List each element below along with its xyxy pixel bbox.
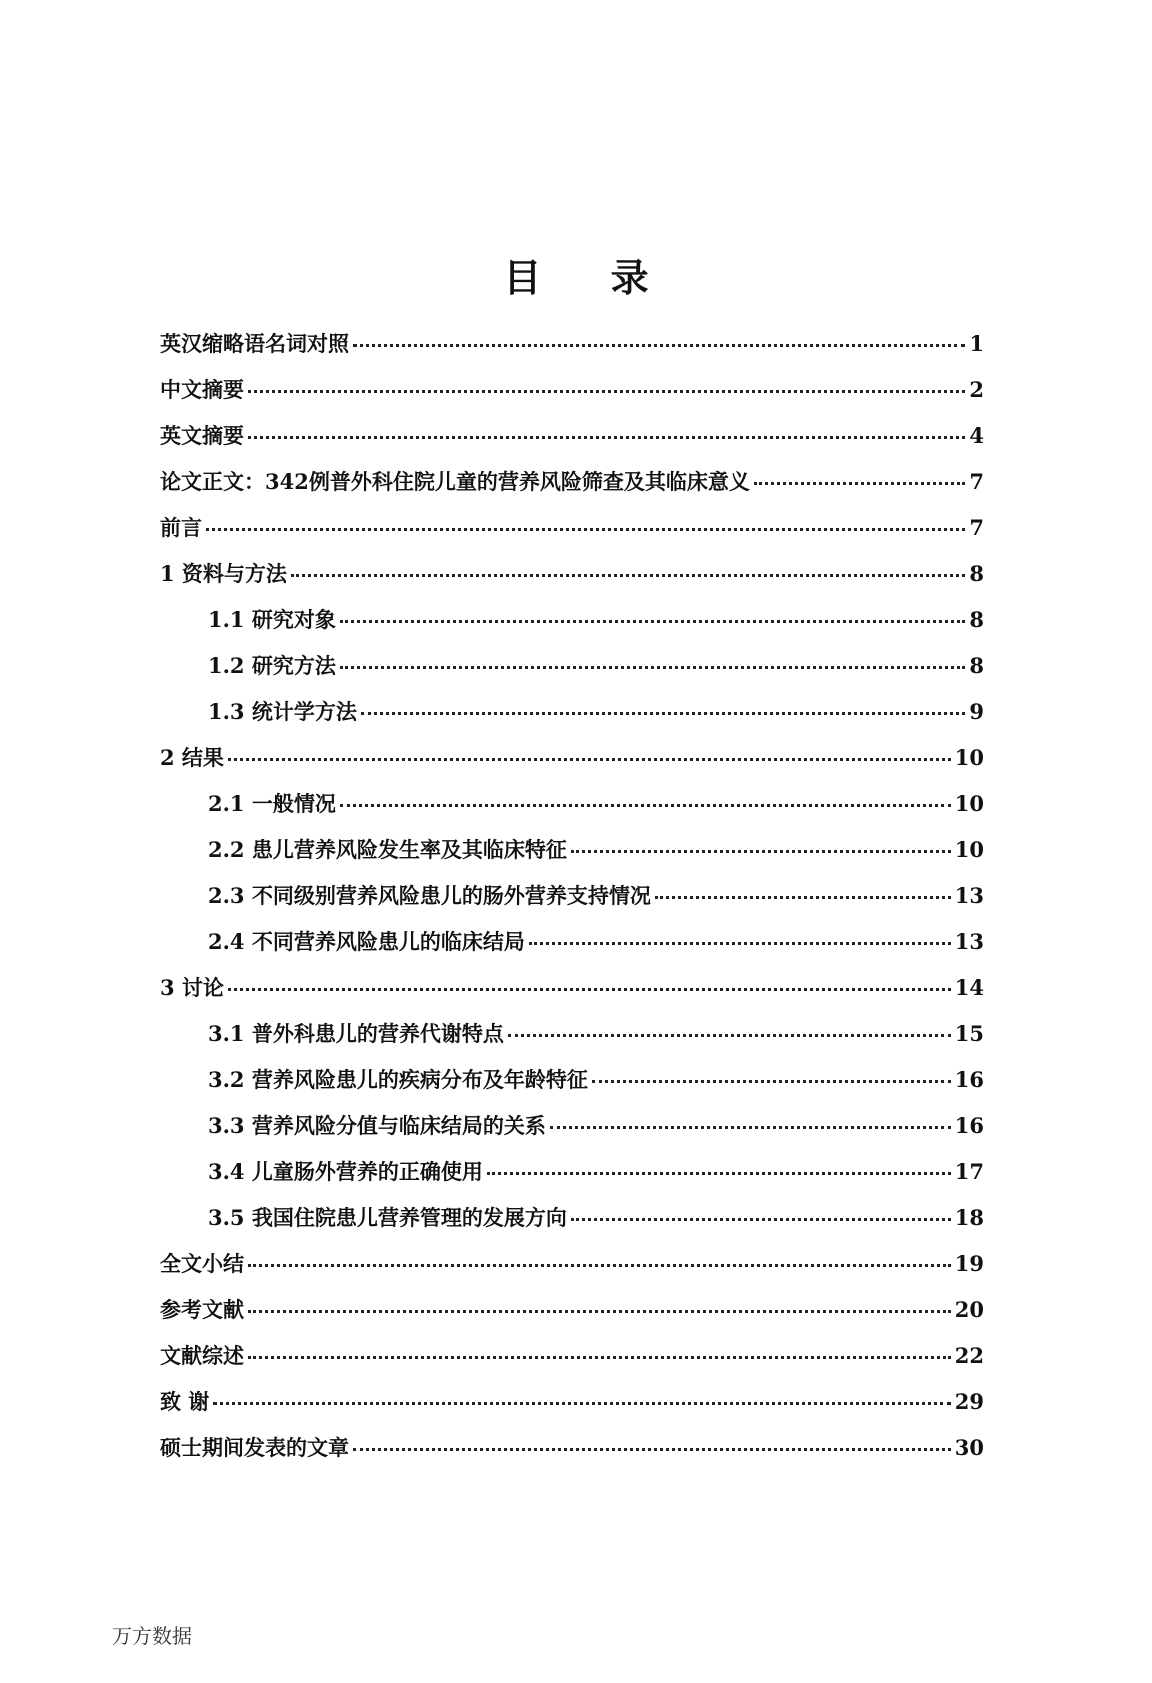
toc-leader-dots — [340, 666, 966, 669]
toc-leader-dots — [206, 528, 965, 531]
toc-entry-label: 2.3 不同级别营养风险患儿的肠外营养支持情况 — [208, 883, 651, 908]
toc-leader-dots — [353, 344, 965, 347]
toc-entry[interactable] — [160, 1202, 984, 1248]
toc-leader-dots — [248, 436, 965, 439]
toc-page-number: 9 — [969, 699, 984, 724]
toc-entry[interactable] — [160, 650, 984, 696]
toc-entry-label: 3.2 营养风险患儿的疾病分布及年龄特征 — [208, 1067, 588, 1092]
toc-page-number: 15 — [954, 1021, 984, 1046]
toc-entry[interactable] — [160, 926, 984, 972]
toc-leader-dots — [529, 942, 951, 945]
toc-entry[interactable] — [160, 788, 984, 834]
toc-page-number: 10 — [954, 791, 984, 816]
toc-entry-label: 全文小结 — [160, 1251, 244, 1276]
toc-entry-label: 3.4 儿童肠外营养的正确使用 — [208, 1159, 483, 1184]
toc-entry-label: 英文摘要 — [160, 423, 244, 448]
toc-leader-dots — [508, 1034, 951, 1037]
footer-watermark: 万方数据 — [112, 1624, 192, 1648]
table-of-contents — [160, 328, 984, 1478]
toc-entry[interactable] — [160, 1340, 984, 1386]
toc-leader-dots — [550, 1126, 951, 1129]
toc-page-number: 10 — [954, 837, 984, 862]
toc-entry-label: 中文摘要 — [160, 377, 244, 402]
toc-page-number: 1 — [969, 331, 984, 356]
toc-entry[interactable] — [160, 1018, 984, 1064]
toc-entry-label: 3.1 普外科患儿的营养代谢特点 — [208, 1021, 504, 1046]
toc-entry-label: 3.3 营养风险分值与临床结局的关系 — [208, 1113, 546, 1138]
toc-page-number: 17 — [954, 1159, 984, 1184]
toc-leader-dots — [361, 712, 966, 715]
toc-entry[interactable] — [160, 1432, 984, 1478]
toc-leader-dots — [571, 1218, 951, 1221]
toc-entry[interactable] — [160, 1294, 984, 1340]
toc-leader-dots — [213, 1402, 950, 1405]
toc-entry[interactable] — [160, 604, 984, 650]
toc-leader-dots — [655, 896, 951, 899]
toc-leader-dots — [340, 620, 966, 623]
toc-entry-label: 2.4 不同营养风险患儿的临床结局 — [208, 929, 525, 954]
toc-entry-label: 致 谢 — [160, 1389, 210, 1414]
toc-leader-dots — [571, 850, 951, 853]
toc-entry-label: 2 结果 — [160, 745, 224, 770]
toc-entry-label: 英汉缩略语名词对照 — [160, 331, 349, 356]
toc-page-number: 20 — [954, 1297, 984, 1322]
toc-entry[interactable] — [160, 1248, 984, 1294]
toc-entry-label: 3 讨论 — [160, 975, 224, 1000]
toc-entry-label: 文献综述 — [160, 1343, 244, 1368]
toc-leader-dots — [228, 758, 951, 761]
toc-entry[interactable] — [160, 558, 984, 604]
toc-entry[interactable] — [160, 328, 984, 374]
toc-leader-dots — [487, 1172, 951, 1175]
page-title: 目 录 — [503, 255, 677, 301]
toc-leader-dots — [248, 1264, 951, 1267]
toc-page-number: 7 — [969, 469, 984, 494]
toc-entry-label: 3.5 我国住院患儿营养管理的发展方向 — [208, 1205, 567, 1230]
toc-page-number: 8 — [969, 607, 984, 632]
toc-entry-label: 1 资料与方法 — [160, 561, 287, 586]
toc-page-number: 19 — [954, 1251, 984, 1276]
toc-leader-dots — [291, 574, 965, 577]
toc-page-number: 2 — [969, 377, 984, 402]
toc-page-number: 14 — [954, 975, 984, 1000]
toc-entry[interactable] — [160, 1110, 984, 1156]
toc-entry[interactable] — [160, 512, 984, 558]
toc-page-number: 13 — [954, 929, 984, 954]
toc-page-number: 16 — [954, 1113, 984, 1138]
toc-entry-label: 参考文献 — [160, 1297, 244, 1322]
toc-entry-label: 硕士期间发表的文章 — [160, 1435, 349, 1460]
toc-page-number: 18 — [954, 1205, 984, 1230]
toc-entry-label: 1.3 统计学方法 — [208, 699, 357, 724]
toc-entry[interactable] — [160, 972, 984, 1018]
toc-entry[interactable] — [160, 1386, 984, 1432]
toc-entry[interactable] — [160, 466, 984, 512]
toc-leader-dots — [248, 1356, 951, 1359]
toc-entry-label: 2.2 患儿营养风险发生率及其临床特征 — [208, 837, 567, 862]
toc-entry-label: 2.1 一般情况 — [208, 791, 336, 816]
toc-entry[interactable] — [160, 1156, 984, 1202]
toc-entry-label: 1.2 研究方法 — [208, 653, 336, 678]
toc-leader-dots — [248, 1310, 951, 1313]
toc-page-number: 8 — [969, 561, 984, 586]
toc-leader-dots — [340, 804, 951, 807]
toc-entry[interactable] — [160, 696, 984, 742]
toc-entry-label: 前言 — [160, 515, 202, 540]
toc-entry[interactable] — [160, 1064, 984, 1110]
toc-leader-dots — [353, 1448, 951, 1451]
toc-leader-dots — [592, 1080, 951, 1083]
toc-entry[interactable] — [160, 834, 984, 880]
toc-page-number: 30 — [954, 1435, 984, 1460]
toc-page-number: 4 — [969, 423, 984, 448]
toc-leader-dots — [754, 482, 966, 485]
toc-entry[interactable] — [160, 420, 984, 466]
toc-page-number: 8 — [969, 653, 984, 678]
toc-page-number: 22 — [954, 1343, 984, 1368]
toc-page-number: 13 — [954, 883, 984, 908]
toc-page-number: 16 — [954, 1067, 984, 1092]
toc-entry[interactable] — [160, 742, 984, 788]
toc-page-number: 10 — [954, 745, 984, 770]
toc-entry-label: 1.1 研究对象 — [208, 607, 336, 632]
toc-entry-label: 论文正文：342例普外科住院儿童的营养风险筛查及其临床意义 — [160, 469, 750, 494]
toc-page-number: 29 — [954, 1389, 984, 1414]
toc-leader-dots — [228, 988, 951, 991]
toc-page-number: 7 — [969, 515, 984, 540]
toc-leader-dots — [248, 390, 965, 393]
toc-entry[interactable] — [160, 880, 984, 926]
toc-entry[interactable] — [160, 374, 984, 420]
